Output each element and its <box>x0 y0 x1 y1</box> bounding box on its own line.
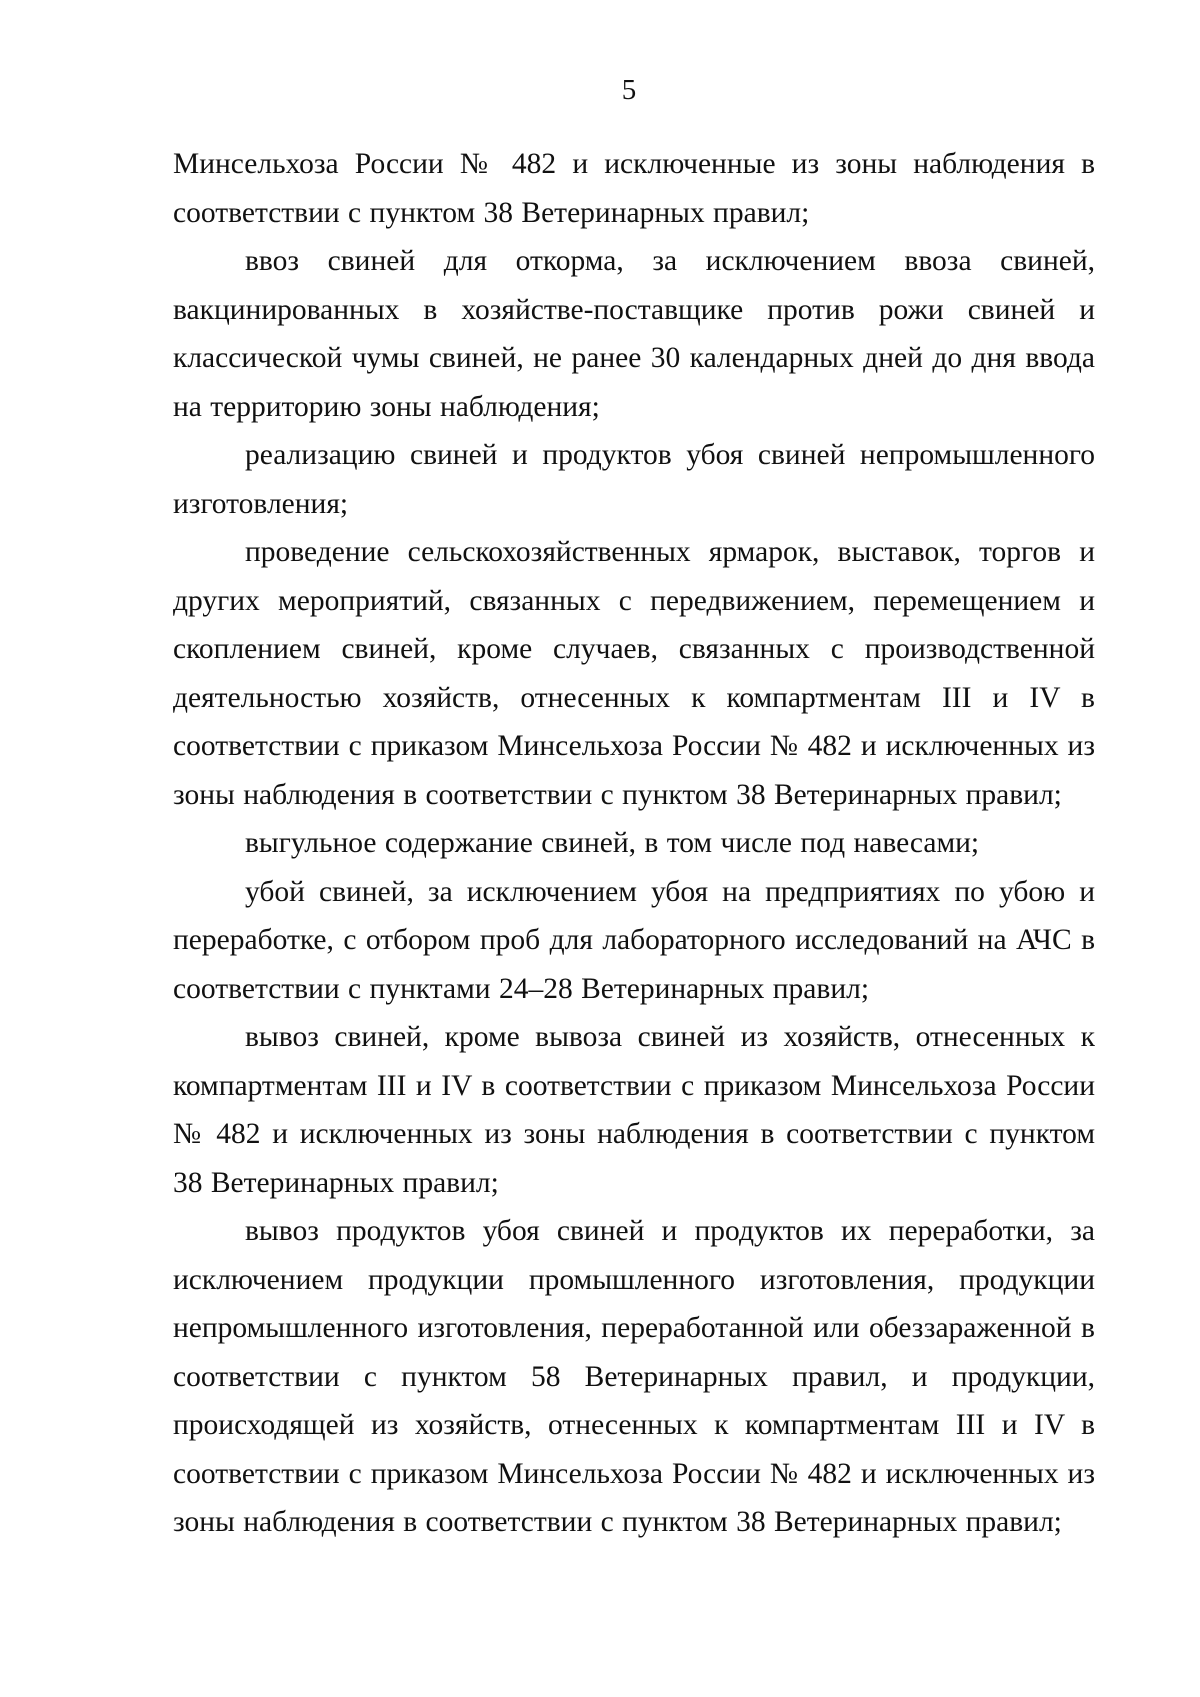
paragraph-pig-export: вывоз свиней, кроме вывоза свиней из хозяйств, отнесенных к компартментам III и IV в соответствии с приказом Минсельхоза России № 482 и исключенных из зоны наблюдения в соответствии с пунктом 38 Ветеринарных правил; <box>173 1021 1095 1199</box>
paragraph-slaughter: убой свиней, за исключением убоя на предприятиях по убою и переработке, с отбором проб для лабораторного исследований на АЧС в соответствии с пунктами 24–28 Ветеринарных правил; <box>173 875 1095 1005</box>
paragraph-free-range-keeping: выгульное содержание свиней, в том числе под навесами; <box>245 827 980 859</box>
document-body <box>173 140 1095 1547</box>
paragraph-pig-import: ввоз свиней для откорма, за исключением ввоза свиней, вакцинированных в хозяйстве-поставщике против рожи свиней и классической чумы свиней, не ранее 30 календарных дней до дня ввода на территорию зоны наблюдения; <box>173 245 1095 423</box>
paragraph-fairs-exhibitions: проведение сельскохозяйственных ярмарок, выставок, торгов и других мероприятий, связанных с передвижением, перемещением и скоплением свиней, кроме случаев, связанных с производственной деятельностью хозяйств, отнесенных к компартментам III и IV в соответствии с приказом Минсельхоза России № 482 и исключенных из зоны наблюдения в соответствии с пунктом 38 Ветеринарных правил; <box>173 536 1095 811</box>
paragraph-sale-products: реализацию свиней и продуктов убоя свиней непромышленного изготовления; <box>173 439 1095 520</box>
page-number: 5 <box>621 74 637 106</box>
paragraph-continuation: Минсельхоза России № 482 и исключенные из зоны наблюдения в соответствии с пунктом 38 Ветеринарных правил; <box>173 148 1095 229</box>
paragraph-products-export: вывоз продуктов убоя свиней и продуктов их переработки, за исключением продукции промышленного изготовления, продукции непромышленного изготовления, переработанной или обеззараженной в соответствии с пунктом 58 Ветеринарных правил, и продукции, происходящей из хозяйств, отнесенных к компартментам III и IV в соответствии с приказом Минсельхоза России № 482 и исключенных из зоны наблюдения в соответствии с пунктом 38 Ветеринарных правил; <box>173 1215 1095 1538</box>
